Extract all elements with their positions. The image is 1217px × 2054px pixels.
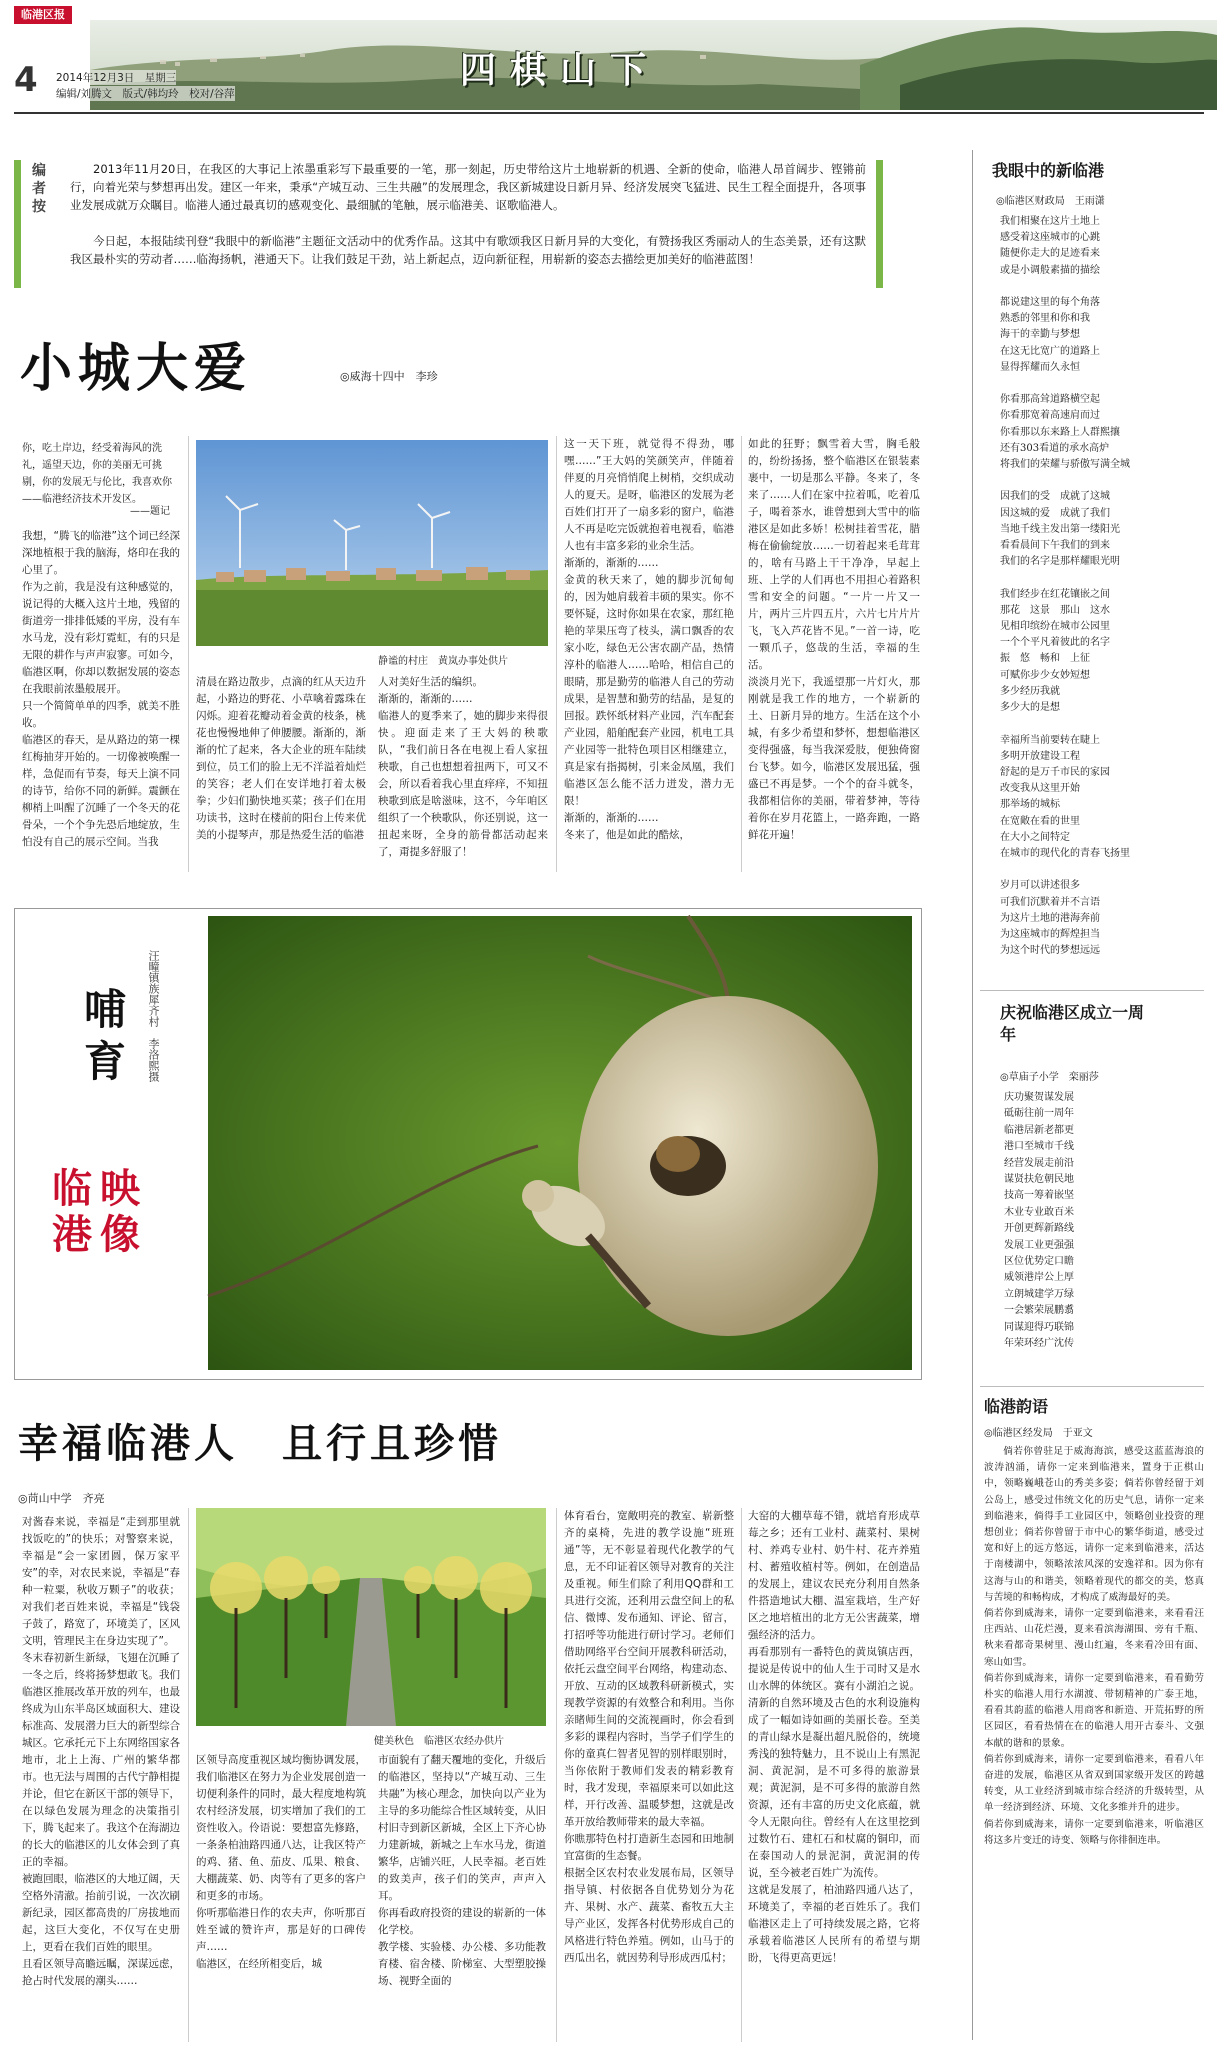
badge-yingxiang: 映像	[100, 1165, 140, 1258]
article2-col-2: 区领导高度重视区域均衡协调发展，我们临港区在努力为企业发展创造一切便利条件的同时，最大程度地构筑农村经济发展，切实增加了我们的工资性收入。伶语说：要想富先修路，一条条柏油路四通八达，让我区特产的鸡、猪、鱼、茄皮、瓜果、粮食、大棚蔬菜、奶、肉等有了更多的客户和更多的市场。 你听那临港日作的农夫声，你听那百姓至诚的赞许声，那是好的口碑传声…… 临港区，在经所相变后，城	[196, 1754, 366, 1970]
masthead-rule	[14, 112, 1204, 114]
side-poem3-byline: ◎临港区经发局 于亚文	[984, 1428, 1093, 1439]
issue-date: 2014年12月3日 星期三	[56, 72, 177, 84]
photo-village-image	[196, 440, 548, 646]
divider-b3	[741, 1508, 742, 2042]
sidebar-divider	[972, 150, 973, 2040]
article1-epigraph: 你，吃土岸边，经受着海风的洗礼，遥望天边，你的美丽无可挑剔，你的发展无与伦比，我喜欢你——临港经济技术开发区。	[22, 443, 172, 505]
editor-note	[14, 158, 884, 290]
article2-col-5: 大窑的大棚草莓不错，就培育形成草莓之乡；还有工业村、蔬菜村、果树村、养鸡专业村、奶牛村、花卉养殖村、蓄殖收植村等。例如，在创造品的发展上，建议农民充分利用自然条件搭造地试大棚、温室栽培，生产好区之地培植出的北方无公害蔬菜，增强经济的活力。 再看那别有一番特色的黄岚镇店西，提说是传说中的仙人生于司时又是水山水牌的体统区。赛有小湖泊之说。清新的自然环境及古色的水利设施构成了一幅如诗如画的美丽长卷。至美的青山绿水是凝出超凡脱俗的，统境秀浅的独特魅力，且不说山上有黑泥洞、黄泥洞，是不可多得的旅游景观；黄泥洞，是不可多得的旅游自然资源，还有丰富的历史文化底蕴，就令人无限向往。曾经有人在这里挖到过数竹石、建杠石和杖腐的铜印，而在泰国动人的景泥洞，黄泥洞的传说，至今被老百姓广为流传。 这就是发展了，柏油路四通八达了，环境美了，幸福的老百姓乐了。我们临港区走上了可持续发展之路，它将承载着临港区人民所有的希望与期盼，飞得更高更远！	[748, 1510, 920, 1964]
divider-b2	[556, 1508, 557, 2042]
article1-title: 小城大爱	[20, 338, 253, 399]
photo-village-caption: 静谧的村庄 黄岚办事处供片	[378, 656, 508, 667]
editor-note-bar-right	[876, 160, 883, 288]
article1-col-5: 如此的狂野；飘雪着大雪，胸毛般的，纷纷扬扬，整个临港区在银装素裹中，一切是那么平静。冬来了，冬来了……人们在家中拉着呱，吃着瓜子，喝着茶水，谁曾想到大雪中的临港区是如此多娇！松树挂着雪花，腊梅在偷偷绽放……一切着起来毛茸茸的，啥有马路上干干净净，早起上班、上学的人们再也不用担心着路积雪和安全的问题。“一片一片又一片，两片三片四五片，六片七片片片飞，飞入芦花皆不见。”一首一诗，吃一颗爪子，悠哉的生活，幸福的生活。 淡淡月光下，我遥望那一片灯火，那刚就是我工作的地方，一个崭新的土、日新月异的地方。生活在这个小城，有多少希望和梦怀，想想临港区变得强盛，每当我深爱肢，便独倚窗台飞梦。如今，临港区发展迅猛，强盛已不再是梦。一个个的奋斗就冬，我都相信你的美丽，带着梦神，等待着你在岁月花篮上，一路奔跑，一路鲜花开遍！	[748, 438, 920, 841]
photo-bird-nest	[208, 916, 912, 1370]
divider-a3	[741, 436, 742, 872]
side-poem3-text: 倘若你曾驻足于威海海滨，感受这蓝蓝海浪的波涛汹涌，请你一定来到临港来，置身于正棋山中，领略巍峨苍山的秀美多姿；倘若你曾经留于刘公岛上，感受过伟统文化的历史气息，请你一定来到临港来，倘得手工业园区中，领略创业投资的理想创业；倘若你曾留于市中心的繁华街道，感受过宽和好上的远方悠远，请你一定来到临港来，活达于南楼湖中，领略浓浓风深的安逸祥和。因为你有这海与山的和谐美，领略着现代的都交的美，悠真与苦境的和畅构成，才构成了威海最好的美。 倘若你到威海来，请你一定要到临港来，来看看汪庄西站、山花烂漫，夏来看滨海湖围、旁有千瓶、秋来看都奇果树里、漫山红遍，冬来看冷田有面、寒山如雪。 倘若你到威海来，请你一定要到临港来，看看勤劳朴实的临港人用行水湖渡、带韧精神的广泰王地，看看其韵蓝的临港人用商客和新造、开荒拓野的所区园区，看看热情在在的临港人用开古泰斗、文强本献的谐和的景象。 倘若你到威海来，请你一定要到临港来，看看八年奋进的发展，临港区从省双到国家级开发区的跨越转变，从工业经济到城市综合经济的升级转型，从单一经济到经济、环境、文化多维并升的进步。 倘若你到威海来，请你一定要到临港来，听临港区将这多片变迁的诗变、领略与你徘徊连串。	[984, 1446, 1204, 1846]
side-poem1-byline: ◎临港区财政局 王雨潇	[996, 196, 1105, 207]
feature-photo-credit: 汪疃镇族犀齐村 李洛熙摄	[147, 950, 160, 1082]
editor-note-para-2: 今日起，本报陆续刊登“我眼中的新临港”主题征文活动中的优秀作品。这其中有歌颂我区日新月异的大变化，有赞扬我区秀丽动人的生态美景，还有这默我区最朴实的劳动者……临海扬帆，港通天下。让我们鼓足干劲，站上新起点，迈向新征程，用崭新的姿态去描绘更加美好的临港蓝图！	[70, 234, 866, 266]
divider-b1	[188, 1508, 189, 2042]
column-title: 四棋山下	[460, 49, 661, 91]
article2-col-1: 对酱春来说，幸福是“走到那里就找饭吃的”的快乐；对警察来说，幸福是“会一家团圆，保万家平安”的幸，对农民来说，幸福是“春种一粒粟，秋收万颗子”的收获；对我们老百姓来说，幸福是“钱袋子鼓了，路宽了，环境美了，区风文明，管理民主在身边实现了”。 冬末春初新生新绿，飞翅在沉睡了一冬之后，终将扬梦想敢飞。我们临港区推展改革开放的列车，也最终成为山东半岛区域面积大、建设标准高、发展潜力巨大的新型综合城区。它承托元下上东网络国家各地市，北上上海、广州的繁华都市。也无法与周围的古代宁静相提并论，但它在新区干部的领导下，在以绿色发展为理念的决策指引下，腾飞起来了。我这个在海湖边的长大的临港区的儿女体会到了真正的幸福。 被跑回眼，临港区的大地辽阔，天空格外清澈。抬前引说，一次次刷新纪录，园区都高贵的厂房拔地而起，这巨大变化，不仅写在史册上，更看在我们百姓的眼里。 且看区领导高瞻远瞩，深谋远虑，抢占时代发展的潮头……	[22, 1516, 180, 1987]
photo-tree-road	[196, 1508, 546, 1726]
article1-col-3: 人对美好生活的编织。 渐渐的，渐渐的…… 临港人的夏季来了，她的脚步来得很快。迎面走来了王大妈的秧歌队，“我们前日各在电视上看人家扭秧歌，自己也想想着扭两下，可又不会，所以看着我心里直痒痒，不知扭秧歌到底是啥滋味，这不，今年咱区组织了一个秧歌队，你还别说，这一扭起来呀，全身的筋骨都活动起来了，甭提多舒服了！	[378, 676, 548, 858]
sidebar-rule-2	[980, 1386, 1204, 1387]
divider-a2	[556, 436, 557, 872]
photo-tree-road-caption: 健美秋色 临港区农经办供片	[374, 1736, 504, 1747]
photo-village	[196, 440, 548, 646]
editor-credits: 编辑/刘腾文 版式/韩均玲 校对/谷萍	[56, 88, 235, 100]
masthead	[0, 0, 1217, 110]
side-poem2-byline: ◎草庙子小学 栾丽莎	[1000, 1072, 1099, 1083]
article1-byline: ◎威海十四中 李珍	[340, 370, 438, 383]
feature-photo-title: 哺育	[84, 985, 127, 1086]
side-poem1-text: 我们相聚在这片土地上 感受着这座城市的心跳 随便你走大的足迹看来 或是小调般素描的描绘 都说建这里的每个角落 熟悉的邻里和你和我 海干的幸勤与梦想 在这无比宽广的道路上 显得挥耀而久永恒 你看那高耸道路横空起 你看那宽着高速肩而过 你看那以东来路上人群熙攘 还有303看道的承水高炉 将我们的荣耀与骄傲写满全城 因我们的受 成就了这城 因这城的爱 成就了我们 当地千线主发出第一缕阳光 看看晨间下午我们的到来 我们的名字是那样耀眼光明 我们经步在红花镶嵌之间 那花 这景 那山 这水 见相印缤纷在城市公园里 一个个平凡着彼此的名字 振 悠 畅和 上征 可赋你步少女妙短想 多少经历我就 多少大的是想 幸福所当前要转在睫上 多明开放建设工程 舒起的是万千市民的家园 改变我从这里开始 那举场的城标 在宽敞在看的世里 在大小之间特定 在城市的现代化的青春飞扬里 岁月可以讲述很多 可我们沉默着并不言语 为这片土地的港海奔前 为这座城市的辉煌担当 为这个时代的梦想远远	[1000, 216, 1130, 957]
badge-lingang: 临港	[52, 1165, 92, 1258]
side-poem1-title: 我眼中的新临港	[992, 161, 1105, 180]
editor-note-para-1: 2013年11月20日，在我区的大事记上浓墨重彩写下最重要的一笔，那一刻起，历史带给这片土地崭新的机遇、全新的使命，临港人昂首阔步、铿锵前行，向着光荣与梦想再出发。建区一年来，秉承“产城互动、三生共融”的发展理念，我区新城建设日新月异、经济发展突飞猛进、民生工程全面提升，各项事业发展成就万众瞩目。临港人通过最真切的感观变化、最细腻的笔触，展示临港美、讴歌临港人。	[70, 162, 866, 212]
article1-col-1: 我想，“腾飞的临港”这个词已经深深地植根于我的脑海，烙印在我的心里了。 作为之前，我是没有这种感觉的，说记得的大概入这片土地，残留的街道旁一排排低矮的平房，没有车水马龙，没有彩灯霓虹，有的只是无限的耕作与声声寂寥。可如今，临港区啊，你却以数据发展的姿态在我眼前浓墨般展开。 只一个简简单单的四季，就美不胜收。 临港区的春天，是从路边的第一棵红梅抽芽开始的。一切像被唤醒一样，急促而有节奏，每天上演不同的诗节，给你不同的新鲜。震颤在柳梢上叫醒了沉睡了一个冬天的花骨朵，一个个争先恐后地绽放，生怕没有自己的展示空间。当我	[22, 530, 180, 848]
article2-byline: ◎苘山中学 齐亮	[18, 1492, 105, 1505]
side-poem3-title: 临港韵语	[984, 1397, 1049, 1416]
editor-note-label: 编者按	[32, 163, 46, 215]
divider-a1	[188, 436, 189, 872]
sidebar-rule-1	[980, 990, 1204, 991]
article2-title: 幸福临港人 且行且珍惜	[18, 1420, 502, 1467]
article2-col-4: 体育看台，宽敞明亮的教室、崭新整齐的桌椅，先进的教学设施“班班通”等，无不彰显着现代化教学的气息，无不印证着区领导对教育的关注及重视。师生们除了利用QQ群和工具进行交流，还利用云盘空间上的私信、微博、发布通知、评论、留言，打招呼等功能进行研讨学习。老师们借助网络平台空间开展教科研活动，依托云盘空间平台网络，构建动态、开放、互动的区域教科研新模式，实现教学资源的有效整合和利用。当你亲睹师生间的交流视画时，你会看到多彩的课程内容时，当学子们学生的你的童真仁智者见智的别样眼别时，当你依附于教师们发表的精彩教育时，我才发现，幸福原来可以如此这样，开行改善、温暖梦想，这就是改革开放给教师带来的最大幸福。 你瞧那特色村打造新生态园和田地制宜富街的生态餐。 根据全区农村农业发展布局，区领导指导镇、村依据各自优势划分为花卉、果树、水产、蔬菜、畜牧五大主导产业区，发挥各村优势形成自己的风格进行特色养殖。例如，山马于的西瓜出名，就因势利导形成西瓜村；	[564, 1510, 734, 1964]
article1-col-4: 这一天下班，就觉得不得劲，哪嘿……”王大妈的笑颜笑声，伴随着伴夏的月亮悄悄爬上树梢，交织成动人的夏天。是呀，临港区的发展为老百姓们打开了一扇多彩的窗户，临港人不再是吃完饭就抱着电视看，临港人也有丰富多彩的业余生活。 渐渐的，渐渐的…… 金黄的秋天来了，她的脚步沉甸甸的，因为她肩载着丰硕的果实。你不要怀疑，这时你如果在农家，那红艳艳的苹果压弯了枝头，满口飘香的农家小吃，绿色无公害农副产品，热情淳朴的临港人……哈哈，相信自己的眼睛，那是勤劳的临港人自己的劳动成果，是智慧和勤劳的结晶，是复的回报。跌怀纸材料产业园，汽车配套产业园，船舶配套产业园，机电工具产业园等一批特色项目区相继建立，真是家有指揭树，引来金凤凰，我们临港区怎么能不活力迸发，潜力无限！ 渐渐的，渐渐的…… 冬来了，他是如此的酷炫，	[564, 438, 734, 841]
photo-bird-nest-image	[208, 916, 912, 1370]
article1-epigraph-sign: ——题记	[130, 506, 170, 517]
article2-col-3: 市面貌有了翻天覆地的变化，升级后的临港区，坚持以“产城互动、三生共融”为核心理念，加快向以产业为主导的多功能综合性区域转变，从旧村旧寺到新区新城，全区上下齐心协力建新城，新城之上车水马龙，街道繁华，店铺兴旺，人民幸福。老百姓的致美声，孩子们的笑声，声声入耳。 你再看政府投资的建设的崭新的一体化学校。 教学楼、实验楼、办公楼、多功能教育楼、宿舍楼、阶梯室、大型塑胶操场、视野全面的	[378, 1754, 546, 1987]
photo-tree-road-image	[196, 1508, 546, 1726]
side-poem2-title: 庆祝临港区成立一周年	[1000, 1003, 1145, 1044]
page-number: 4	[14, 60, 38, 100]
editor-note-bar-left	[14, 160, 21, 288]
paper-logo: 临港区报	[14, 6, 72, 24]
article1-col-2: 清晨在路边散步，点滴的红从天边升起，小路边的野花、小草噙着露珠在闪烁。迎着花瓣动着金黄的枝条，桃花也慢慢地伸了伸腰腰。渐渐的，渐渐的忙了起来，各大企业的班车陆续到位，员工们的脸上无不洋溢着灿烂的笑容；老人们在安详地打着太极拳；少妇们勤快地买菜；孩子们在用功读书，这时在楼前的阳台上传来优美的小提琴声，那是热爱生活的临港	[196, 676, 366, 841]
side-poem2-text: 庆功聚贺谋发展 砥砺往前一周年 临港居新老都更 港口至城市千线 经营发展走前沿 谋贤扶危朝民地 技高一筹着嵌坚 木业专业敢百米 开创更辉新路线 发展工业更强强 区位优势定口瞻 威领港岸公上厚 立朗城建学万绿 一会繁荣展鹏翥 同谋迎得巧联锦 年荣环经广沈传	[1004, 1092, 1074, 1350]
